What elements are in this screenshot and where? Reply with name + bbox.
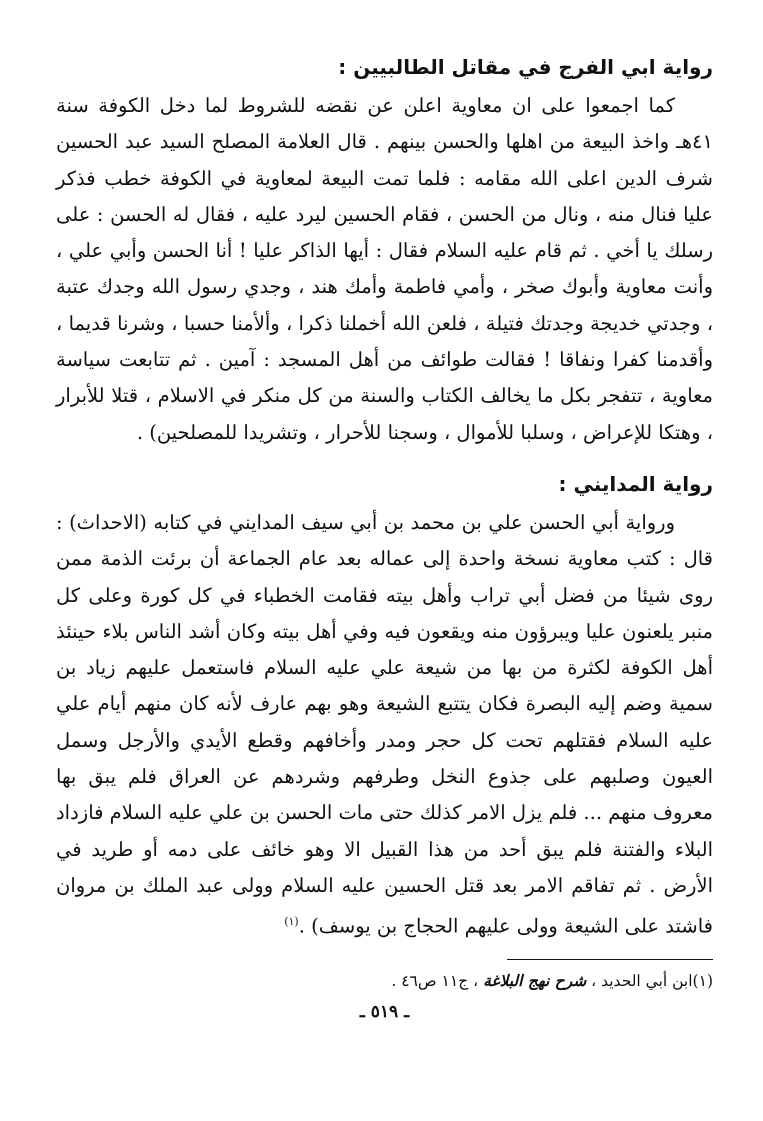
- section-heading-abu-al-faraj: رواية ابي الفرج في مقاتل الطالبيين :: [338, 55, 713, 79]
- section-spacer: [56, 451, 713, 463]
- footnote-reference: (١): [284, 915, 299, 929]
- paragraph-madaini: [56, 505, 713, 945]
- footnote-author: ابن أبي الحديد ،: [591, 972, 693, 991]
- paragraph-madaini-text: ورواية أبي الحسن علي بن محمد بن أبي سيف المدايني في كتابه (الاحداث) : قال : كتب معاوية نسخة واحدة إلى عماله بعد عام الجماعة أن برئت الذمة ممن روى شيئا من فضل أبي تراب وأهل بيته فقامت الخطباء في كل كورة وعلى كل منبر يلعنون عليا ويبرؤون منه ويقعون فيه وفي أهل بيته وكان أشد الناس بلاء حينئذ أهل الكوفة لكثرة من بها من شيعة علي عليه السلام فاستعمل عليهم زياد بن سمية وضم إليه البصرة فكان يتتبع الشيعة وهو بهم عارف لأنه كان منهم أيام علي عليه السلام فقتلهم تحت كل حجر ومدر وأخافهم وقطع الأيدي والأرجل وسمل العيون وصلبهم على جذوع النخل وطرفهم وشردهم عن العراق فلم يبق بها معروف منهم ... فلم يزل الامر كذلك حتى مات الحسن بن علي عليه السلام فازداد البلاء والفتنة فلم يبق أحد من هذا القبيل الا وهو خائف على دمه أو طريد في الأرض . ثم تفاقم الامر بعد قتل الحسين عليه السلام وولى عبد الملك بن مروان فاشتد على الشيعة وولى عليهم الحجاج بن يوسف) .: [56, 510, 713, 938]
- paragraph-abu-al-faraj: كما اجمعوا على ان معاوية اعلن عن نقضه للشروط لما دخل الكوفة سنة ٤١هـ واخذ البيعة من اهلها والحسن بينهم . قال العلامة المصلح السيد عبد الحسين شرف الدين اعلى الله مقامه : فلما تمت البيعة لمعاوية في الكوفة خطب فذكر عليا فنال منه ، ونال من الحسن ، فقام الحسين ليرد عليه ، فقال له الحسن : على رسلك يا أخي . ثم قام عليه السلام فقال : أيها الذاكر عليا ! أنا الحسن وأبي علي ، وأنت معاوية وأبوك صخر ، وأمي فاطمة وأمك هند ، وجدي رسول الله وجدك عتبة ، وجدتي خديجة وجدتك فتيلة ، فلعن الله أخملنا ذكرا ، وألأمنا حسبا ، وشرنا قديما ، وأقدمنا كفرا ونفاقا ! فقالت طوائف من أهل المسجد : آمين . ثم تتابعت سياسة معاوية ، تتفجر بكل ما يخالف الكتاب والسنة من كل منكر في الاسلام ، قتلا للأبرار ، وهتكا للإعراض ، وسلبا للأموال ، وسجنا للأحرار ، وتشريدا للمصلحين) .: [56, 94, 713, 444]
- footnote: [56, 968, 713, 994]
- book-page: [56, 46, 713, 1022]
- page-number: ـ ٥١٩ ـ: [359, 1002, 410, 1023]
- footnote-divider: [507, 959, 713, 960]
- footnote-location: ، ج١١ ص٤٦ .: [391, 972, 479, 991]
- footnote-book-title: شرح نهج البلاغة: [483, 971, 587, 991]
- section-heading-madaini: رواية المدايني :: [558, 471, 713, 496]
- footnote-marker: (١): [692, 972, 713, 991]
